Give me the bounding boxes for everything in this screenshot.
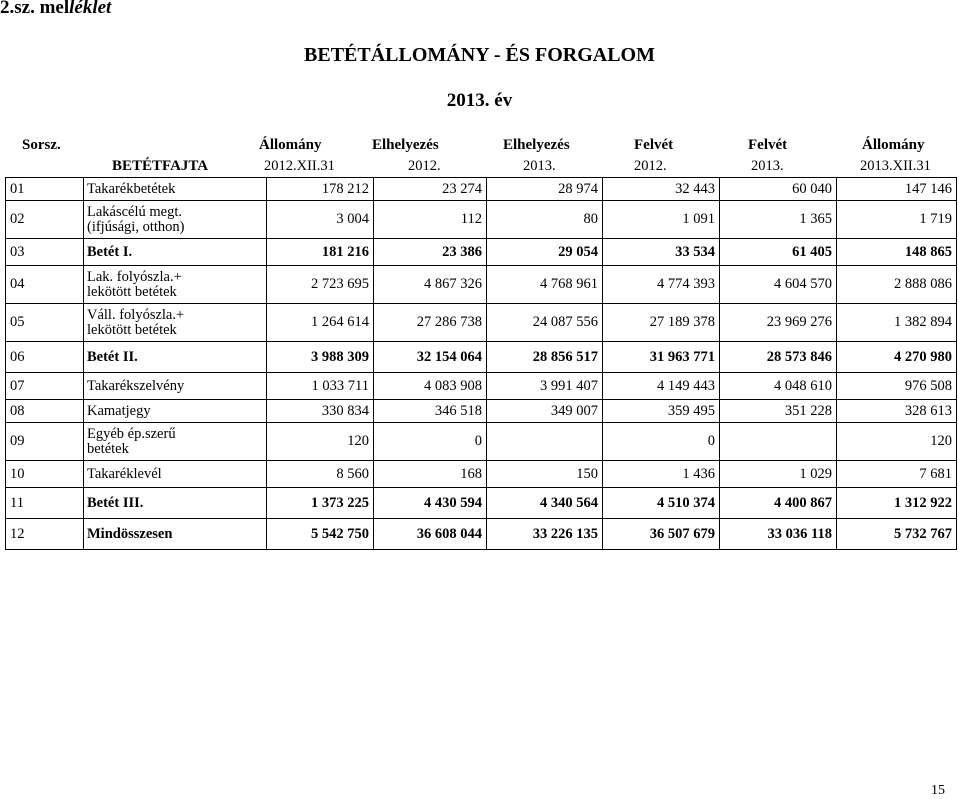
cell-value: 4 083 908 bbox=[374, 373, 487, 400]
cell-value: 346 518 bbox=[374, 400, 487, 423]
cell-value: 178 212 bbox=[267, 178, 374, 201]
annex-label: 2.sz. melléklet bbox=[0, 0, 112, 18]
row-number: 11 bbox=[6, 488, 84, 519]
row-label: Mindösszesen bbox=[84, 519, 267, 550]
header-betetfajta: BETÉTFAJTA bbox=[112, 158, 209, 174]
cell-value: 4 270 980 bbox=[837, 342, 957, 373]
table-row bbox=[6, 266, 957, 304]
table-row bbox=[6, 304, 957, 342]
cell-value: 33 534 bbox=[603, 239, 720, 266]
cell-value: 5 732 767 bbox=[837, 519, 957, 550]
row-label bbox=[84, 304, 267, 342]
table-row bbox=[6, 373, 957, 400]
row-label: Betét II. bbox=[84, 342, 267, 373]
header-felvet-2012: Felvét bbox=[634, 137, 674, 153]
cell-value: 349 007 bbox=[487, 400, 603, 423]
table-row bbox=[6, 488, 957, 519]
cell-value: 330 834 bbox=[267, 400, 374, 423]
cell-value: 328 613 bbox=[837, 400, 957, 423]
table-row bbox=[6, 201, 957, 239]
cell-value: 4 400 867 bbox=[720, 488, 837, 519]
cell-value: 23 386 bbox=[374, 239, 487, 266]
cell-value bbox=[487, 423, 603, 461]
header-allomany-start: Állomány bbox=[259, 137, 322, 153]
cell-value: 1 365 bbox=[720, 201, 837, 239]
cell-value: 28 974 bbox=[487, 178, 603, 201]
cell-value: 976 508 bbox=[837, 373, 957, 400]
header-date-5: 2013. bbox=[751, 158, 784, 174]
row-number: 01 bbox=[6, 178, 84, 201]
table-row bbox=[6, 342, 957, 373]
cell-value: 61 405 bbox=[720, 239, 837, 266]
table-row bbox=[6, 239, 957, 266]
cell-value: 5 542 750 bbox=[267, 519, 374, 550]
header-felvet-2013: Felvét bbox=[748, 137, 788, 153]
row-number: 05 bbox=[6, 304, 84, 342]
row-label: Betét III. bbox=[84, 488, 267, 519]
cell-value: 4 430 594 bbox=[374, 488, 487, 519]
header-date-3: 2013. bbox=[523, 158, 556, 174]
cell-value: 4 510 374 bbox=[603, 488, 720, 519]
cell-value: 4 774 393 bbox=[603, 266, 720, 304]
cell-value: 351 228 bbox=[720, 400, 837, 423]
row-number: 07 bbox=[6, 373, 84, 400]
row-number: 12 bbox=[6, 519, 84, 550]
cell-value: 1 719 bbox=[837, 201, 957, 239]
row-number: 03 bbox=[6, 239, 84, 266]
cell-value: 120 bbox=[267, 423, 374, 461]
row-label-line2: lekötött betétek bbox=[87, 321, 177, 338]
row-label bbox=[84, 266, 267, 304]
cell-value: 120 bbox=[837, 423, 957, 461]
cell-value: 181 216 bbox=[267, 239, 374, 266]
cell-value: 0 bbox=[374, 423, 487, 461]
row-label-line2: lekötött betétek bbox=[87, 283, 177, 300]
cell-value: 150 bbox=[487, 461, 603, 488]
header-date-2: 2012. bbox=[408, 158, 441, 174]
cell-value: 359 495 bbox=[603, 400, 720, 423]
header-elhelyezes-2012: Elhelyezés bbox=[372, 137, 439, 153]
row-number: 02 bbox=[6, 201, 84, 239]
cell-value: 27 189 378 bbox=[603, 304, 720, 342]
row-number: 09 bbox=[6, 423, 84, 461]
row-label bbox=[84, 201, 267, 239]
cell-value: 23 969 276 bbox=[720, 304, 837, 342]
cell-value: 31 963 771 bbox=[603, 342, 720, 373]
cell-value: 8 560 bbox=[267, 461, 374, 488]
row-label-line1: Lakáscélú megt. bbox=[87, 203, 183, 220]
cell-value: 80 bbox=[487, 201, 603, 239]
cell-value: 1 264 614 bbox=[267, 304, 374, 342]
row-label: Kamatjegy bbox=[84, 400, 267, 423]
cell-value: 7 681 bbox=[837, 461, 957, 488]
row-label: Takaréklevél bbox=[84, 461, 267, 488]
row-label-line1: Egyéb ép.szerű bbox=[87, 425, 176, 442]
row-label-line1: Lak. folyószla.+ bbox=[87, 268, 182, 285]
cell-value: 4 867 326 bbox=[374, 266, 487, 304]
table-row bbox=[6, 461, 957, 488]
cell-value: 3 991 407 bbox=[487, 373, 603, 400]
cell-value: 1 373 225 bbox=[267, 488, 374, 519]
year-heading: 2013. év bbox=[446, 90, 513, 111]
cell-value: 36 608 044 bbox=[374, 519, 487, 550]
cell-value: 4 048 610 bbox=[720, 373, 837, 400]
cell-value: 33 226 135 bbox=[487, 519, 603, 550]
cell-value: 4 340 564 bbox=[487, 488, 603, 519]
page-number: 15 bbox=[931, 783, 945, 798]
cell-value: 2 888 086 bbox=[837, 266, 957, 304]
row-number: 04 bbox=[6, 266, 84, 304]
cell-value: 36 507 679 bbox=[603, 519, 720, 550]
table-row bbox=[6, 423, 957, 461]
deposit-table bbox=[5, 177, 957, 550]
header-elhelyezes-2013: Elhelyezés bbox=[503, 137, 570, 153]
cell-value: 29 054 bbox=[487, 239, 603, 266]
cell-value: 60 040 bbox=[720, 178, 837, 201]
cell-value: 4 604 570 bbox=[720, 266, 837, 304]
cell-value: 1 033 711 bbox=[267, 373, 374, 400]
cell-value: 27 286 738 bbox=[374, 304, 487, 342]
row-label-line2: betétek bbox=[87, 440, 129, 457]
cell-value: 23 274 bbox=[374, 178, 487, 201]
cell-value: 28 856 517 bbox=[487, 342, 603, 373]
table-row bbox=[6, 178, 957, 201]
header-sorsz: Sorsz. bbox=[22, 137, 61, 153]
cell-value: 28 573 846 bbox=[720, 342, 837, 373]
cell-value: 1 382 894 bbox=[837, 304, 957, 342]
row-label: Takarékbetétek bbox=[84, 178, 267, 201]
cell-value: 1 436 bbox=[603, 461, 720, 488]
cell-value: 147 146 bbox=[837, 178, 957, 201]
cell-value: 2 723 695 bbox=[267, 266, 374, 304]
cell-value: 33 036 118 bbox=[720, 519, 837, 550]
header-date-1: 2012.XII.31 bbox=[264, 158, 335, 174]
header-date-6: 2013.XII.31 bbox=[860, 158, 931, 174]
cell-value: 148 865 bbox=[837, 239, 957, 266]
cell-value: 1 091 bbox=[603, 201, 720, 239]
cell-value: 32 443 bbox=[603, 178, 720, 201]
cell-value: 4 149 443 bbox=[603, 373, 720, 400]
cell-value: 1 029 bbox=[720, 461, 837, 488]
row-label bbox=[84, 423, 267, 461]
row-label: Takarékszelvény bbox=[84, 373, 267, 400]
row-label: Betét I. bbox=[84, 239, 267, 266]
row-number: 10 bbox=[6, 461, 84, 488]
header-date-4: 2012. bbox=[634, 158, 667, 174]
cell-value: 1 312 922 bbox=[837, 488, 957, 519]
page-title: BETÉTÁLLOMÁNY - ÉS FORGALOM bbox=[304, 44, 655, 66]
cell-value: 24 087 556 bbox=[487, 304, 603, 342]
header-allomany-end: Állomány bbox=[862, 137, 925, 153]
table-row-total bbox=[6, 519, 957, 550]
row-label-line1: Váll. folyószla.+ bbox=[87, 306, 185, 323]
cell-value bbox=[720, 423, 837, 461]
row-number: 08 bbox=[6, 400, 84, 423]
cell-value: 0 bbox=[603, 423, 720, 461]
cell-value: 3 004 bbox=[267, 201, 374, 239]
cell-value: 112 bbox=[374, 201, 487, 239]
cell-value: 4 768 961 bbox=[487, 266, 603, 304]
cell-value: 3 988 309 bbox=[267, 342, 374, 373]
row-number: 06 bbox=[6, 342, 84, 373]
table-row bbox=[6, 400, 957, 423]
row-label-line2: (ifjúsági, otthon) bbox=[87, 218, 185, 235]
cell-value: 168 bbox=[374, 461, 487, 488]
cell-value: 32 154 064 bbox=[374, 342, 487, 373]
